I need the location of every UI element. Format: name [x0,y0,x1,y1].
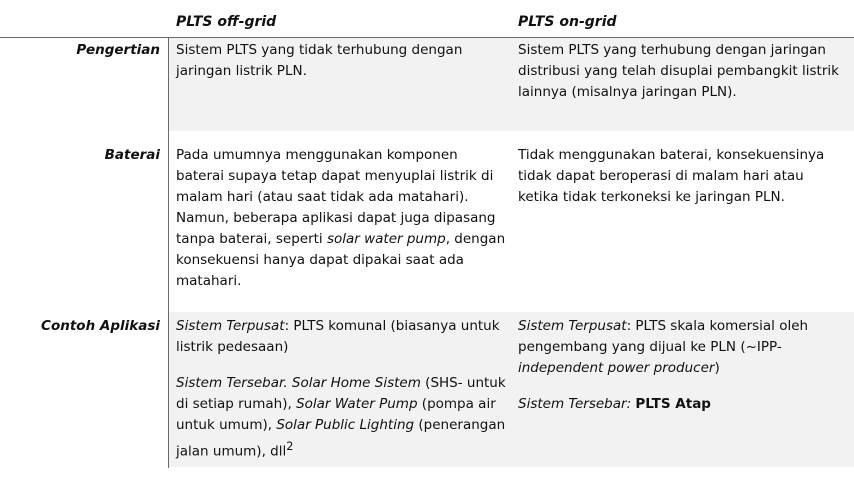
row-label-baterai: Baterai [104,147,160,163]
on-grid-terpusat-end: ) [714,360,720,376]
baterai-off-grid-italic: solar water pump [326,231,446,247]
row-label-contoh-aplikasi: Contoh Aplikasi [41,318,160,334]
off-grid-tersebar-text-1: (SHS- untuk di setiap rumah), [176,375,506,412]
on-grid-tersebar-sep: : [626,396,636,412]
baterai-off-grid-cell [176,145,506,292]
row-label-pengertian: Pengertian [76,42,160,58]
contoh-on-grid-cell [518,316,848,415]
on-grid-tersebar-label: Sistem Tersebar [518,396,627,412]
paragraph-spacer [176,358,506,373]
column-header-on-grid: PLTS on-grid [518,14,617,30]
off-grid-tersebar-text-2: (pompa air untuk umum), [176,396,496,433]
off-grid-terpusat-text: : PLTS komunal (biasanya untuk listrik pedesaan) [176,318,500,355]
paragraph-spacer [518,379,848,394]
solar-water-pump-term: Solar Water Pump [296,396,418,412]
off-grid-tersebar-paragraph [176,373,506,463]
footnote-marker: 2 [286,440,294,453]
off-grid-terpusat-label: Sistem Terpusat [176,318,285,334]
off-grid-tersebar-sep: . [283,375,292,391]
off-grid-tersebar-label: Sistem Tersebar [176,375,284,391]
on-grid-terpusat-label: Sistem Terpusat [518,318,627,334]
off-grid-tersebar-text-3: (penerangan jalan umum), dll [176,417,506,460]
on-grid-tersebar-paragraph [518,394,848,415]
plts-atap-term: PLTS Atap [635,396,711,412]
contoh-off-grid-cell [176,316,506,463]
header-divider [0,37,854,38]
baterai-off-grid-text-1: Pada umumnya menggunakan komponen baterai supaya tetap dapat menyuplai listrik di malam hari (atau saat tidak ada matahari). Namun, beberapa aplikasi dapat juga dipasang tanpa baterai, seperti [176,147,496,247]
pengertian-on-grid-cell: Sistem PLTS yang terhubung dengan jaringan distribusi yang telah disuplai pembangkit listrik lainnya (misalnya jaringan PLN). [518,42,839,100]
solar-public-lighting-term: Solar Public Lighting [276,417,415,433]
on-grid-terpusat-paragraph [518,316,848,379]
baterai-on-grid-cell: Tidak menggunakan baterai, konsekuensinya tidak dapat beroperasi di malam hari atau ketika tidak terkoneksi ke jaringan PLN. [518,147,825,205]
on-grid-terpusat-text: : PLTS skala komersial oleh pengembang yang dijual ke PLN (~IPP- [518,318,809,355]
pengertian-off-grid-cell: Sistem PLTS yang tidak terhubung dengan jaringan listrik PLN. [176,42,463,79]
column-header-off-grid: PLTS off-grid [176,14,277,30]
independent-power-producer-term: independent power producer [518,360,715,376]
solar-home-sistem-term: Solar Home Sistem [291,375,421,391]
off-grid-terpusat-paragraph [176,316,506,358]
label-column-divider [168,38,169,468]
baterai-off-grid-text-2: , dengan konsekuensi hanya dapat dipakai saat ada matahari. [176,231,506,289]
